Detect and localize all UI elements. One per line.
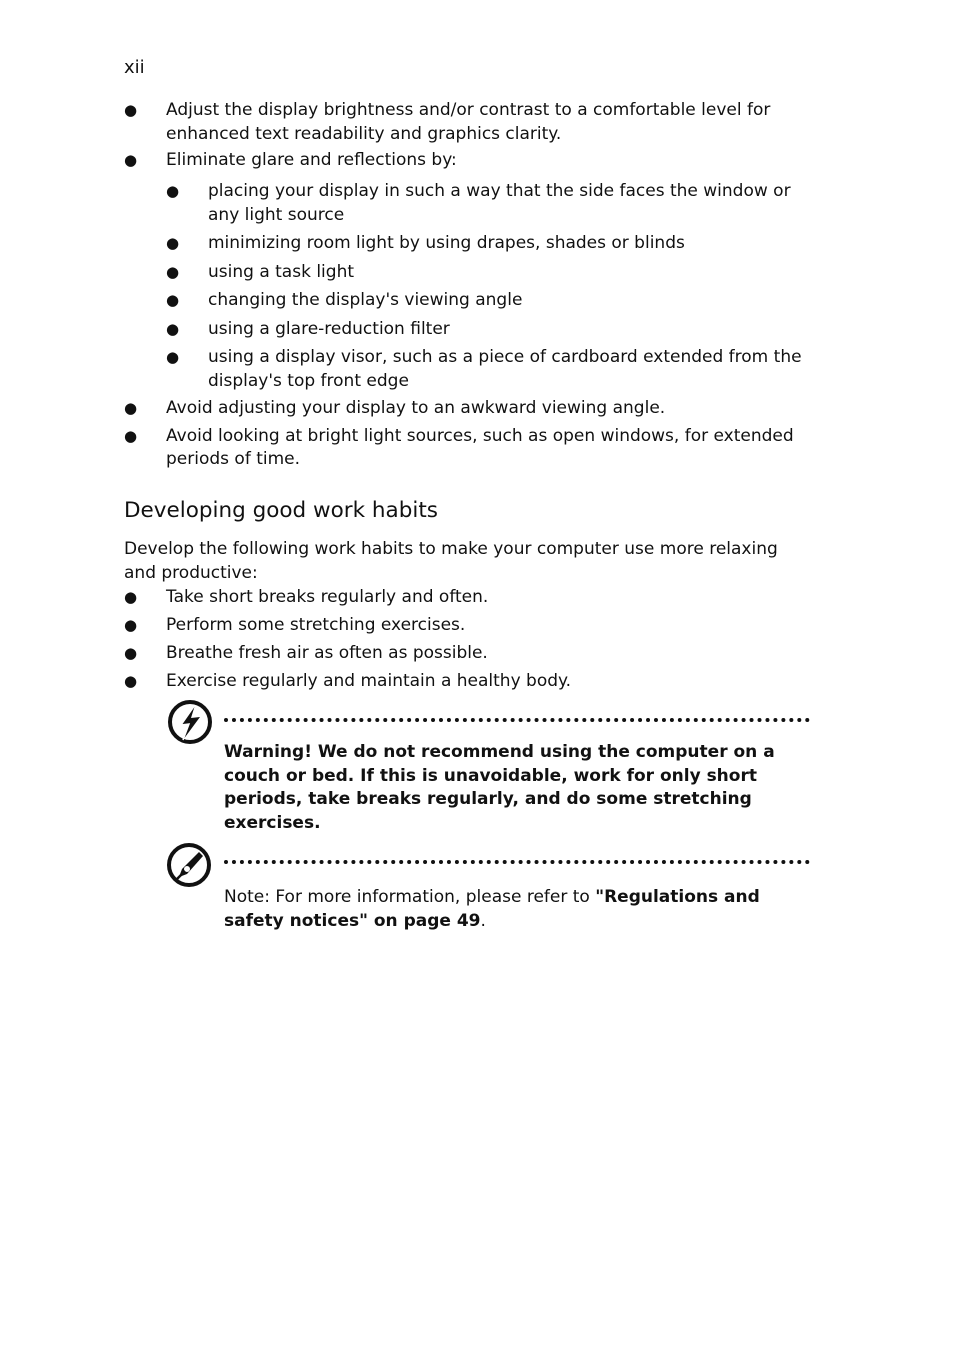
list-item: ● using a glare-reduction filter: [166, 318, 826, 342]
note-label: Note:: [224, 887, 270, 907]
bullet-icon: ●: [124, 399, 138, 417]
warning-divider: [224, 718, 810, 722]
bullet-icon: ●: [166, 319, 180, 338]
list-item: ● Perform some stretching exercises.: [124, 614, 824, 638]
bullet-icon: ●: [124, 151, 138, 169]
note-reference-link[interactable]: "Regulations and safety notices" on page 49: [224, 887, 760, 931]
bullet-icon: ●: [124, 616, 138, 634]
list-item: ● using a display visor, such as a piece of cardboard extended from the display's top front edge: [166, 347, 802, 391]
bullet-icon: ●: [166, 234, 180, 252]
bullet-icon: ●: [124, 588, 138, 606]
bullet-list-viewing: [124, 397, 824, 472]
list-item: ● Adjust the display brightness and/or contrast to a comfortable level for enhanced text readability and graphics clarity.: [124, 100, 771, 144]
note-body: For more information, please refer to: [269, 887, 596, 907]
list-item: ● Avoid looking at bright light sources, such as open windows, for extended periods of time.: [124, 425, 794, 469]
bullet-icon: ●: [124, 644, 138, 662]
bullet-list-habits: [124, 586, 824, 694]
bullet-icon: ●: [166, 262, 180, 281]
note-text: [224, 886, 804, 933]
note-end: .: [480, 910, 486, 931]
note-pen-icon: [165, 841, 213, 889]
list-item: ● Breathe fresh air as often as possible.: [124, 642, 824, 666]
bullet-icon: ●: [124, 426, 138, 445]
warning-lightning-icon: [166, 698, 214, 746]
bullet-icon: ●: [166, 291, 180, 309]
bullet-icon: ●: [166, 182, 180, 200]
bullet-list-display: [124, 99, 824, 173]
sub-bullet-list-glare: [166, 180, 826, 393]
section-heading: Developing good work habits: [124, 498, 438, 523]
list-item: ● Take short breaks regularly and often.: [124, 586, 824, 610]
warning-text: Warning! We do not recommend using the computer on a couch or bed. If this is unavoidable, work for only short periods, take breaks regularly, and do some stretching exercises.: [224, 742, 775, 833]
list-item: ● placing your display in such a way that the side faces the window or any light source: [166, 181, 791, 225]
bullet-icon: ●: [124, 672, 138, 690]
list-item: ● Eliminate glare and reflections by:: [124, 149, 824, 173]
page-number: xii: [124, 57, 145, 78]
section-intro: Develop the following work habits to make your computer use more relaxing and productive:: [124, 539, 778, 583]
list-item: ● using a task light: [166, 261, 826, 285]
list-item: ● Avoid adjusting your display to an awkward viewing angle.: [124, 397, 824, 421]
list-item: ● minimizing room light by using drapes, shades or blinds: [166, 232, 826, 256]
note-divider: [224, 860, 810, 864]
list-item: ● Exercise regularly and maintain a healthy body.: [124, 670, 824, 694]
bullet-icon: ●: [166, 348, 180, 366]
bullet-icon: ●: [124, 101, 138, 119]
list-item: ● changing the display's viewing angle: [166, 289, 826, 313]
